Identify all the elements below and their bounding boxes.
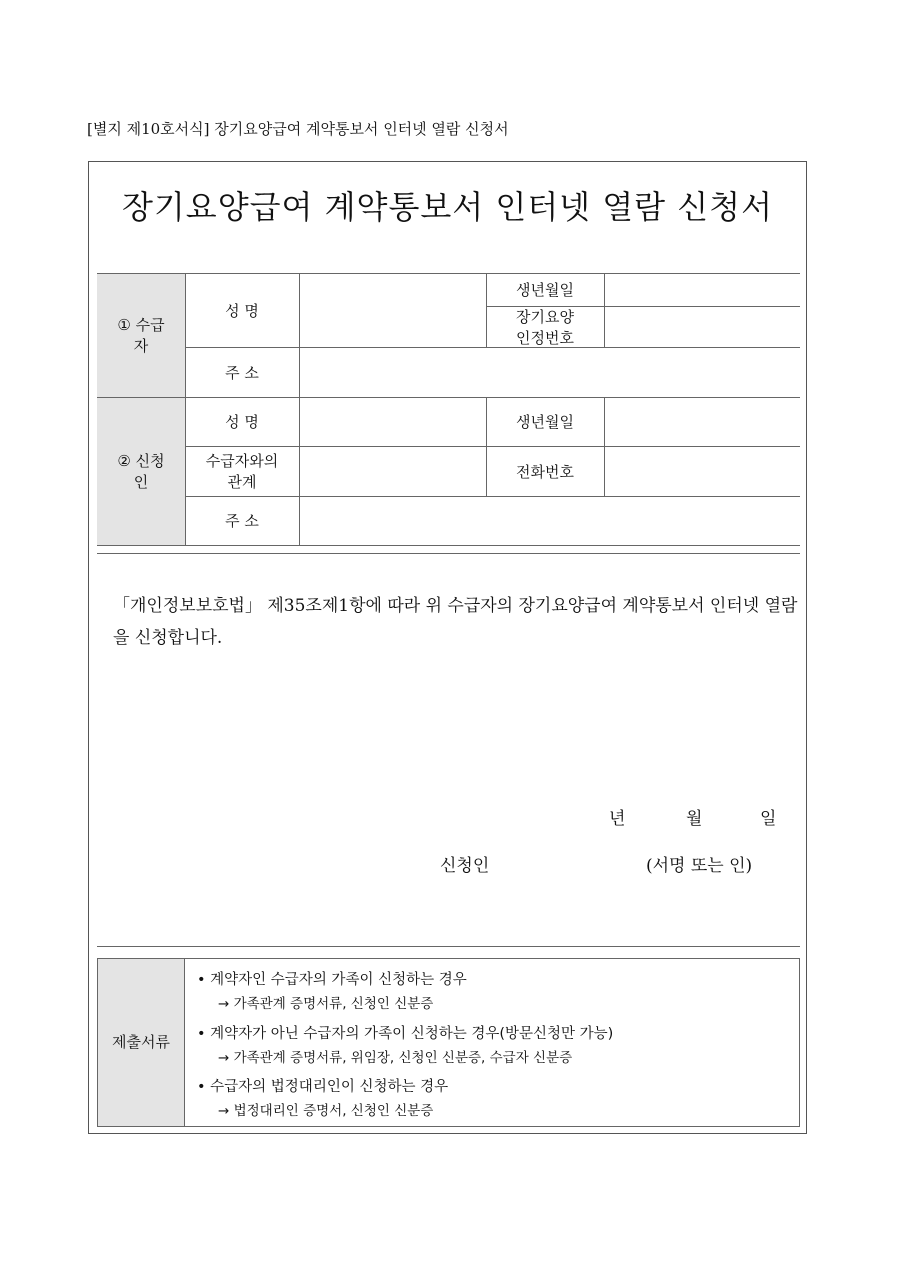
recipient-name-label: 성 명 [225, 301, 259, 320]
table-line [185, 446, 800, 447]
recipient-cert-field[interactable] [604, 307, 800, 348]
table-line [486, 398, 487, 497]
applicant-address-label: 주 소 [225, 512, 259, 530]
table-line [486, 274, 487, 348]
recipient-birth-field[interactable] [604, 274, 800, 307]
applicant-phone-label: 전화번호 [516, 462, 574, 481]
applicant-relation-label: 수급자와의 관계 [205, 452, 279, 491]
recipient-name-field[interactable] [299, 274, 486, 348]
table-line [185, 347, 800, 348]
table-line [97, 273, 800, 274]
table-line [185, 496, 800, 497]
applicant-name-field[interactable] [299, 398, 486, 447]
date-year-label: 년 [609, 809, 626, 829]
documents-label: 제출서류 [98, 959, 185, 1126]
date-day-label: 일 [760, 809, 777, 829]
recipient-address-label: 주 소 [225, 363, 259, 382]
applicant-name-label: 성 명 [225, 413, 259, 431]
table-line [97, 545, 800, 546]
divider [97, 553, 800, 554]
table-line [185, 274, 186, 546]
documents-list: → 가족관계 증명서류, 신청인 신분증 [218, 996, 434, 1012]
applicant-address-field[interactable] [299, 497, 800, 546]
applicant-birth-field[interactable] [604, 398, 800, 447]
documents-list: → 법정대리인 증명서, 신청인 신분증 [218, 1103, 434, 1119]
table-line [604, 398, 605, 497]
applicant-section-label: ② 신청인 [117, 452, 165, 491]
signature-note: (서명 또는 인) [646, 856, 753, 876]
form-number-caption: [별지 제10호서식] 장기요양급여 계약통보서 인터넷 열람 신청서 [87, 120, 509, 138]
applicant-relation-field[interactable] [299, 447, 486, 497]
documents-case: • 계약자가 아닌 수급자의 가족이 신청하는 경우(방문신청만 가능) [197, 1026, 614, 1042]
signature-label: 신청인 [440, 856, 490, 876]
documents-case: • 수급자의 법정대리인이 신청하는 경우 [197, 1079, 449, 1095]
applicant-birth-label: 생년월일 [516, 413, 574, 431]
statement-text: 「개인정보보호법」 제35조제1항에 따라 위 수급자의 장기요양급여 계약통보서 인터넷 열람을 신청합니다. [113, 596, 798, 648]
documents-case: • 계약자인 수급자의 가족이 신청하는 경우 [197, 972, 467, 988]
recipient-birth-label: 생년월일 [516, 281, 574, 299]
recipient-section-label: ① 수급자 [117, 316, 165, 355]
divider [97, 946, 800, 947]
documents-list: → 가족관계 증명서류, 위임장, 신청인 신분증, 수급자 신분증 [218, 1050, 573, 1066]
page-title: 장기요양급여 계약통보서 인터넷 열람 신청서 [121, 188, 774, 226]
table-line [486, 306, 800, 307]
table-line [299, 274, 300, 546]
table-line [97, 397, 800, 398]
recipient-address-field[interactable] [299, 348, 800, 398]
date-month-label: 월 [686, 809, 703, 829]
table-line [604, 274, 605, 348]
recipient-cert-label: 장기요양 인정번호 [516, 307, 574, 347]
applicant-phone-field[interactable] [604, 447, 800, 497]
